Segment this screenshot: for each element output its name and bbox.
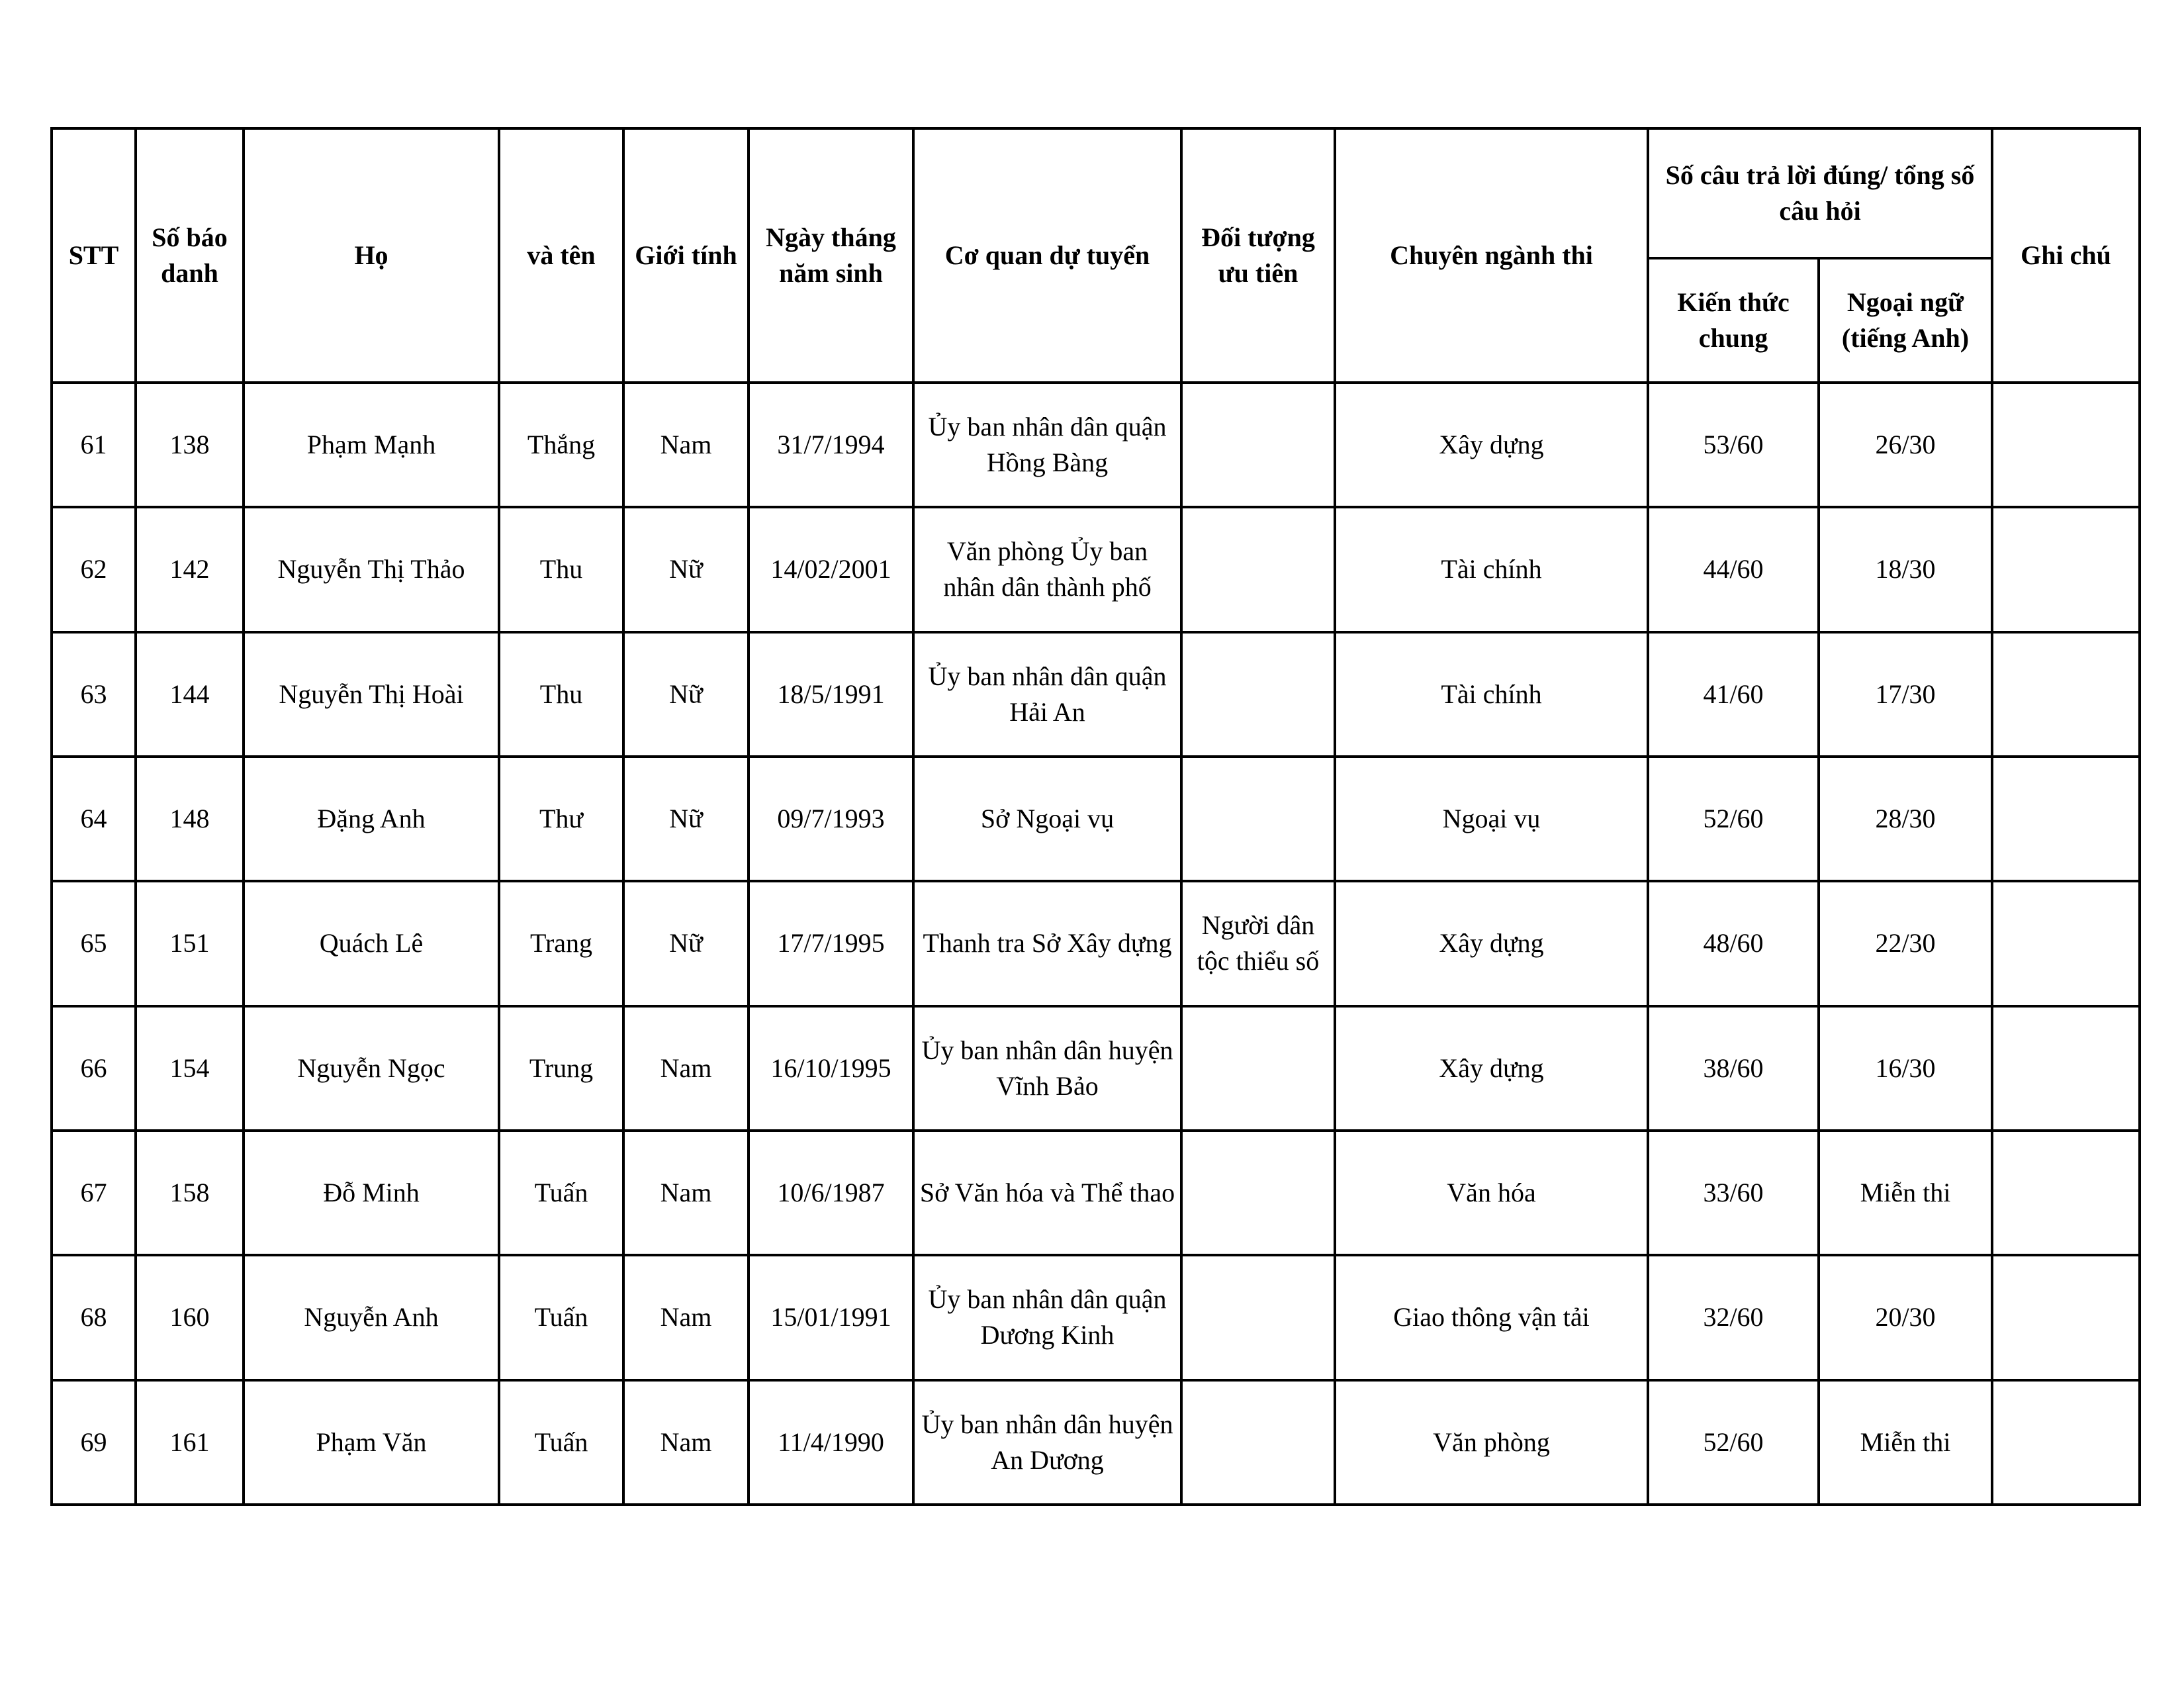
cell-doi-tuong: [1181, 1255, 1335, 1380]
cell-ghi-chu: [1992, 507, 2140, 632]
cell-ghi-chu: [1992, 383, 2140, 507]
cell-gioi-tinh: Nam: [623, 383, 749, 507]
cell-ghi-chu: [1992, 1380, 2140, 1505]
cell-ngoai-ngu: 20/30: [1819, 1255, 1992, 1380]
cell-so-bao-danh: 148: [136, 757, 244, 881]
cell-co-quan: Ủy ban nhân dân quận Hồng Bàng: [913, 383, 1181, 507]
cell-kien-thuc: 32/60: [1648, 1255, 1819, 1380]
cell-ngoai-ngu: Miễn thi: [1819, 1131, 1992, 1255]
table-row: [52, 881, 2140, 1006]
cell-ngoai-ngu: 26/30: [1819, 383, 1992, 507]
cell-doi-tuong: [1181, 632, 1335, 757]
table-row: [52, 1380, 2140, 1505]
cell-ghi-chu: [1992, 1131, 2140, 1255]
table-row: [52, 383, 2140, 507]
cell-gioi-tinh: Nam: [623, 1380, 749, 1505]
cell-ten: Tuấn: [499, 1255, 623, 1380]
cell-ho: Nguyễn Ngọc: [244, 1006, 499, 1131]
cell-ngoai-ngu: 16/30: [1819, 1006, 1992, 1131]
header-row: [52, 128, 2140, 258]
cell-kien-thuc: 52/60: [1648, 757, 1819, 881]
cell-co-quan: Ủy ban nhân dân quận Hải An: [913, 632, 1181, 757]
cell-so-bao-danh: 154: [136, 1006, 244, 1131]
cell-ngoai-ngu: Miễn thi: [1819, 1380, 1992, 1505]
cell-co-quan: Sở Văn hóa và Thể thao: [913, 1131, 1181, 1255]
cell-chuyen-nganh: Ngoại vụ: [1335, 757, 1648, 881]
header-ten: và tên: [499, 128, 623, 383]
cell-kien-thuc: 52/60: [1648, 1380, 1819, 1505]
cell-chuyen-nganh: Văn phòng: [1335, 1380, 1648, 1505]
cell-doi-tuong: Người dân tộc thiểu số: [1181, 881, 1335, 1006]
cell-ten: Thắng: [499, 383, 623, 507]
cell-chuyen-nganh: Tài chính: [1335, 632, 1648, 757]
table-body: [52, 383, 2140, 1505]
cell-stt: 69: [52, 1380, 136, 1505]
cell-stt: 63: [52, 632, 136, 757]
cell-chuyen-nganh: Tài chính: [1335, 507, 1648, 632]
cell-ghi-chu: [1992, 1006, 2140, 1131]
cell-co-quan: Văn phòng Ủy ban nhân dân thành phố: [913, 507, 1181, 632]
cell-chuyen-nganh: Xây dựng: [1335, 383, 1648, 507]
header-gioi-tinh: Giới tính: [623, 128, 749, 383]
cell-ngay-sinh: 10/6/1987: [749, 1131, 913, 1255]
cell-doi-tuong: [1181, 1131, 1335, 1255]
table-row: [52, 1006, 2140, 1131]
cell-so-bao-danh: 160: [136, 1255, 244, 1380]
table-row: [52, 1255, 2140, 1380]
cell-co-quan: Ủy ban nhân dân huyện An Dương: [913, 1380, 1181, 1505]
cell-chuyen-nganh: Xây dựng: [1335, 881, 1648, 1006]
cell-co-quan: Sở Ngoại vụ: [913, 757, 1181, 881]
cell-ngoai-ngu: 22/30: [1819, 881, 1992, 1006]
cell-ten: Tuấn: [499, 1131, 623, 1255]
cell-gioi-tinh: Nam: [623, 1131, 749, 1255]
cell-ngay-sinh: 17/7/1995: [749, 881, 913, 1006]
cell-ten: Trung: [499, 1006, 623, 1131]
header-stt: STT: [52, 128, 136, 383]
cell-gioi-tinh: Nam: [623, 1006, 749, 1131]
cell-stt: 61: [52, 383, 136, 507]
cell-stt: 66: [52, 1006, 136, 1131]
cell-ngoai-ngu: 28/30: [1819, 757, 1992, 881]
cell-so-bao-danh: 144: [136, 632, 244, 757]
cell-doi-tuong: [1181, 1380, 1335, 1505]
cell-doi-tuong: [1181, 383, 1335, 507]
header-doi-tuong: Đối tượng ưu tiên: [1181, 128, 1335, 383]
results-table: [50, 127, 2141, 1506]
header-so-bao-danh: Số báo danh: [136, 128, 244, 383]
header-ngay-sinh: Ngày tháng năm sinh: [749, 128, 913, 383]
cell-kien-thuc: 53/60: [1648, 383, 1819, 507]
cell-ho: Nguyễn Anh: [244, 1255, 499, 1380]
table-row: [52, 757, 2140, 881]
table-row: [52, 1131, 2140, 1255]
cell-ngay-sinh: 31/7/1994: [749, 383, 913, 507]
cell-gioi-tinh: Nữ: [623, 881, 749, 1006]
cell-stt: 62: [52, 507, 136, 632]
cell-stt: 68: [52, 1255, 136, 1380]
cell-so-bao-danh: 161: [136, 1380, 244, 1505]
cell-so-bao-danh: 138: [136, 383, 244, 507]
cell-ten: Tuấn: [499, 1380, 623, 1505]
header-kien-thuc: Kiến thức chung: [1648, 258, 1819, 383]
cell-ngoai-ngu: 18/30: [1819, 507, 1992, 632]
cell-ngoai-ngu: 17/30: [1819, 632, 1992, 757]
cell-doi-tuong: [1181, 1006, 1335, 1131]
cell-co-quan: Ủy ban nhân dân quận Dương Kinh: [913, 1255, 1181, 1380]
table-row: [52, 632, 2140, 757]
cell-co-quan: Ủy ban nhân dân huyện Vĩnh Bảo: [913, 1006, 1181, 1131]
results-sheet: [50, 127, 2138, 1506]
cell-gioi-tinh: Nam: [623, 1255, 749, 1380]
cell-stt: 65: [52, 881, 136, 1006]
cell-ten: Thư: [499, 757, 623, 881]
header-co-quan: Cơ quan dự tuyển: [913, 128, 1181, 383]
header-so-cau-group: Số câu trả lời đúng/ tổng số câu hỏi: [1648, 128, 1992, 258]
cell-ho: Nguyễn Thị Hoài: [244, 632, 499, 757]
cell-doi-tuong: [1181, 757, 1335, 881]
cell-kien-thuc: 41/60: [1648, 632, 1819, 757]
cell-ghi-chu: [1992, 632, 2140, 757]
cell-kien-thuc: 44/60: [1648, 507, 1819, 632]
cell-ten: Thu: [499, 507, 623, 632]
header-ghi-chu: Ghi chú: [1992, 128, 2140, 383]
cell-so-bao-danh: 142: [136, 507, 244, 632]
cell-chuyen-nganh: Văn hóa: [1335, 1131, 1648, 1255]
cell-co-quan: Thanh tra Sở Xây dựng: [913, 881, 1181, 1006]
cell-ghi-chu: [1992, 1255, 2140, 1380]
cell-ngay-sinh: 18/5/1991: [749, 632, 913, 757]
cell-ghi-chu: [1992, 757, 2140, 881]
cell-gioi-tinh: Nữ: [623, 757, 749, 881]
cell-chuyen-nganh: Xây dựng: [1335, 1006, 1648, 1131]
cell-kien-thuc: 38/60: [1648, 1006, 1819, 1131]
cell-kien-thuc: 33/60: [1648, 1131, 1819, 1255]
cell-ho: Quách Lê: [244, 881, 499, 1006]
cell-ngay-sinh: 11/4/1990: [749, 1380, 913, 1505]
cell-ngay-sinh: 14/02/2001: [749, 507, 913, 632]
cell-stt: 67: [52, 1131, 136, 1255]
cell-chuyen-nganh: Giao thông vận tải: [1335, 1255, 1648, 1380]
cell-stt: 64: [52, 757, 136, 881]
cell-ho: Phạm Mạnh: [244, 383, 499, 507]
cell-ghi-chu: [1992, 881, 2140, 1006]
cell-ngay-sinh: 09/7/1993: [749, 757, 913, 881]
cell-ho: Nguyễn Thị Thảo: [244, 507, 499, 632]
cell-ho: Phạm Văn: [244, 1380, 499, 1505]
cell-ten: Thu: [499, 632, 623, 757]
cell-so-bao-danh: 158: [136, 1131, 244, 1255]
cell-ho: Đỗ Minh: [244, 1131, 499, 1255]
cell-gioi-tinh: Nữ: [623, 507, 749, 632]
cell-so-bao-danh: 151: [136, 881, 244, 1006]
header-ngoai-ngu: Ngoại ngữ (tiếng Anh): [1819, 258, 1992, 383]
cell-gioi-tinh: Nữ: [623, 632, 749, 757]
cell-kien-thuc: 48/60: [1648, 881, 1819, 1006]
cell-doi-tuong: [1181, 507, 1335, 632]
cell-ngay-sinh: 16/10/1995: [749, 1006, 913, 1131]
table-row: [52, 507, 2140, 632]
cell-ten: Trang: [499, 881, 623, 1006]
header-ho: Họ: [244, 128, 499, 383]
header-chuyen-nganh: Chuyên ngành thi: [1335, 128, 1648, 383]
cell-ho: Đặng Anh: [244, 757, 499, 881]
cell-ngay-sinh: 15/01/1991: [749, 1255, 913, 1380]
